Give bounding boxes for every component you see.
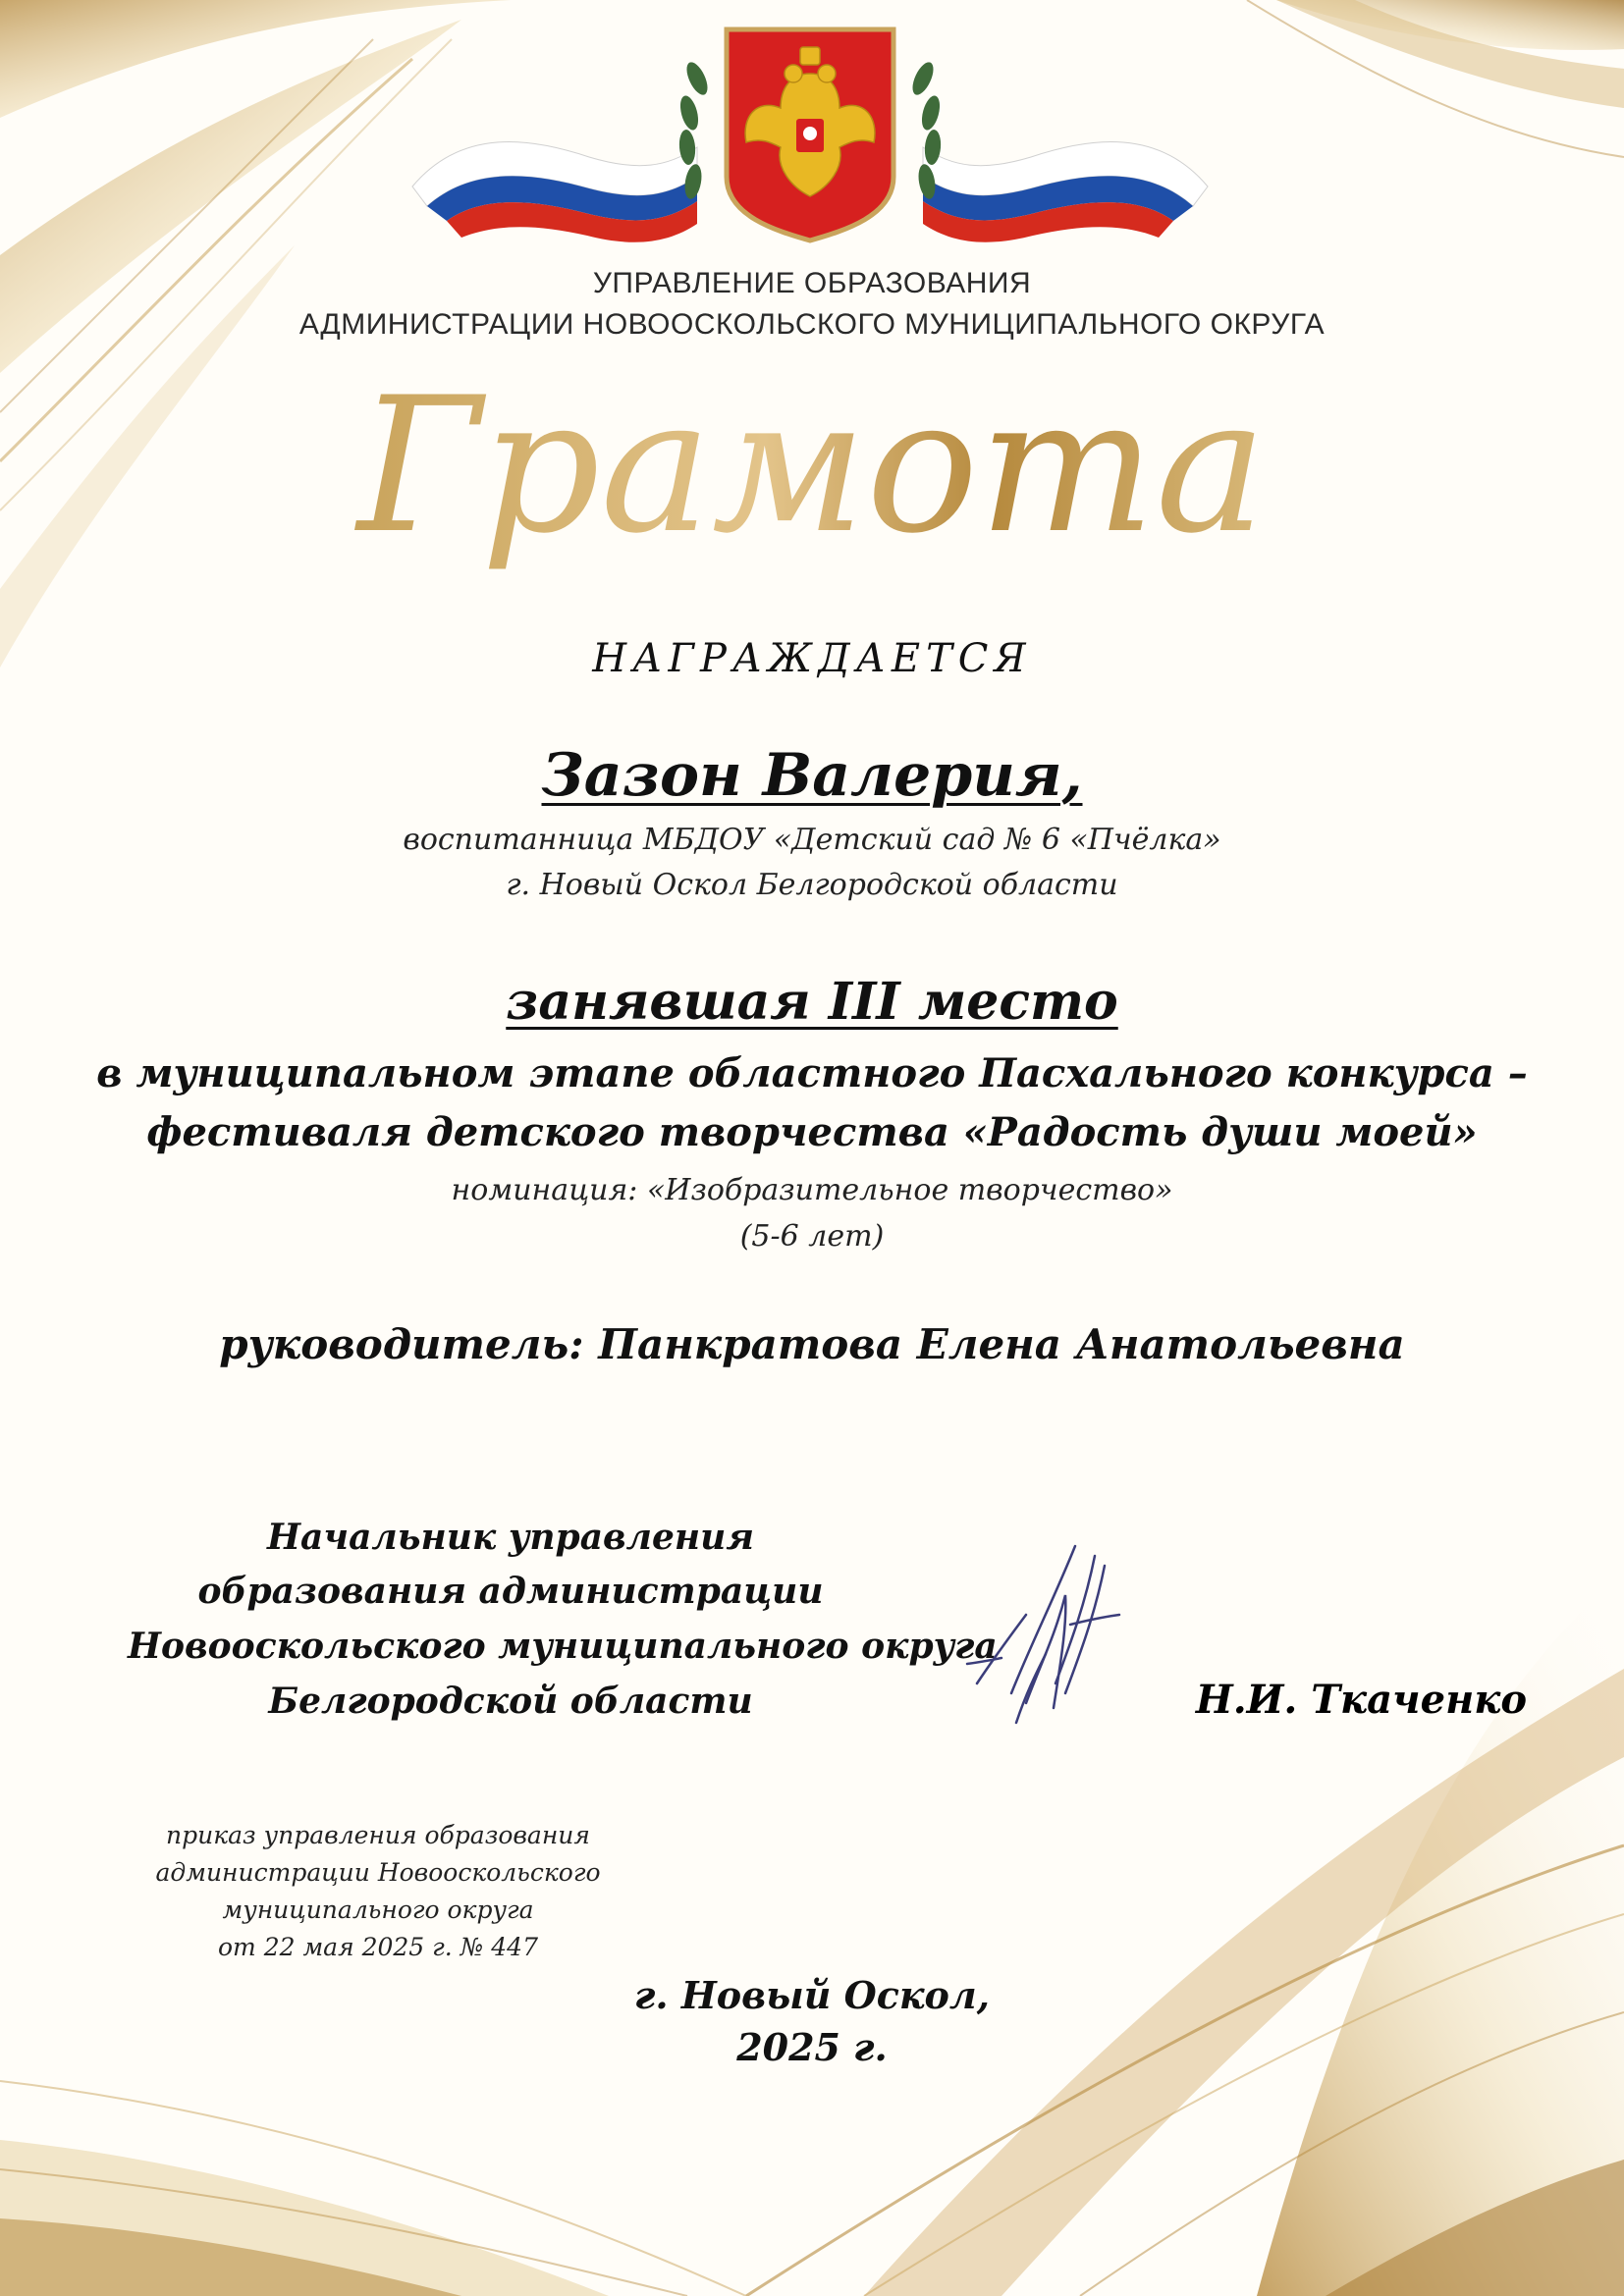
supervisor: руководитель: Панкратова Елена Анатольевна	[219, 1320, 1405, 1368]
official-title-1: Начальник управления	[267, 1517, 754, 1558]
nomination: номинация: «Изобразительное творчество»	[451, 1173, 1173, 1207]
recipient-institution: воспитанница МБДОУ «Детский сад № 6 «Пчёлка»	[403, 823, 1221, 857]
org-line-2: АДМИНИСТРАЦИИ НОВООСКОЛЬСКОГО МУНИЦИПАЛЬНОГО ОКРУГА	[298, 308, 1326, 341]
official-name: Н.И. Ткаченко	[1195, 1677, 1527, 1723]
official-title-4: Белгородской области	[268, 1681, 753, 1722]
order-line-2: администрации Новооскольского	[155, 1858, 601, 1887]
achievement-place-text: занявшая III место	[506, 972, 1118, 1032]
year: 2025 г.	[736, 2025, 888, 2069]
certificate-title	[0, 363, 1624, 618]
achievement-place	[0, 972, 1624, 1032]
official-title-3: Новооскольского муниципального округа	[128, 1626, 998, 1667]
recipient-city: г. Новый Оскол Белгородской области	[506, 868, 1118, 902]
official-title-2: образования администрации	[197, 1571, 824, 1612]
city: г. Новый Оскол,	[634, 1973, 990, 2017]
title-text: Грамота	[356, 363, 1268, 574]
awarded-label: НАГРАЖДАЕТСЯ	[592, 636, 1032, 681]
order-line-4: от 22 мая 2025 г. № 447	[217, 1933, 538, 1961]
achievement-line-2: фестиваля детского творчества «Радость души моей»	[146, 1109, 1478, 1155]
recipient-name	[0, 741, 1624, 810]
coat-of-arms-emblem	[403, 20, 1218, 255]
recipient-name-text: Зазон Валерия,	[541, 741, 1083, 810]
order-line-1: приказ управления образования	[166, 1821, 590, 1849]
signature-image	[957, 1536, 1134, 1742]
org-line-1: УПРАВЛЕНИЕ ОБРАЗОВАНИЯ	[592, 267, 1032, 299]
age-group: (5-6 лет)	[739, 1219, 885, 1254]
order-line-3: муниципального округа	[222, 1896, 534, 1924]
achievement-line-1: в муниципальном этапе областного Пасхального конкурса –	[96, 1050, 1528, 1096]
